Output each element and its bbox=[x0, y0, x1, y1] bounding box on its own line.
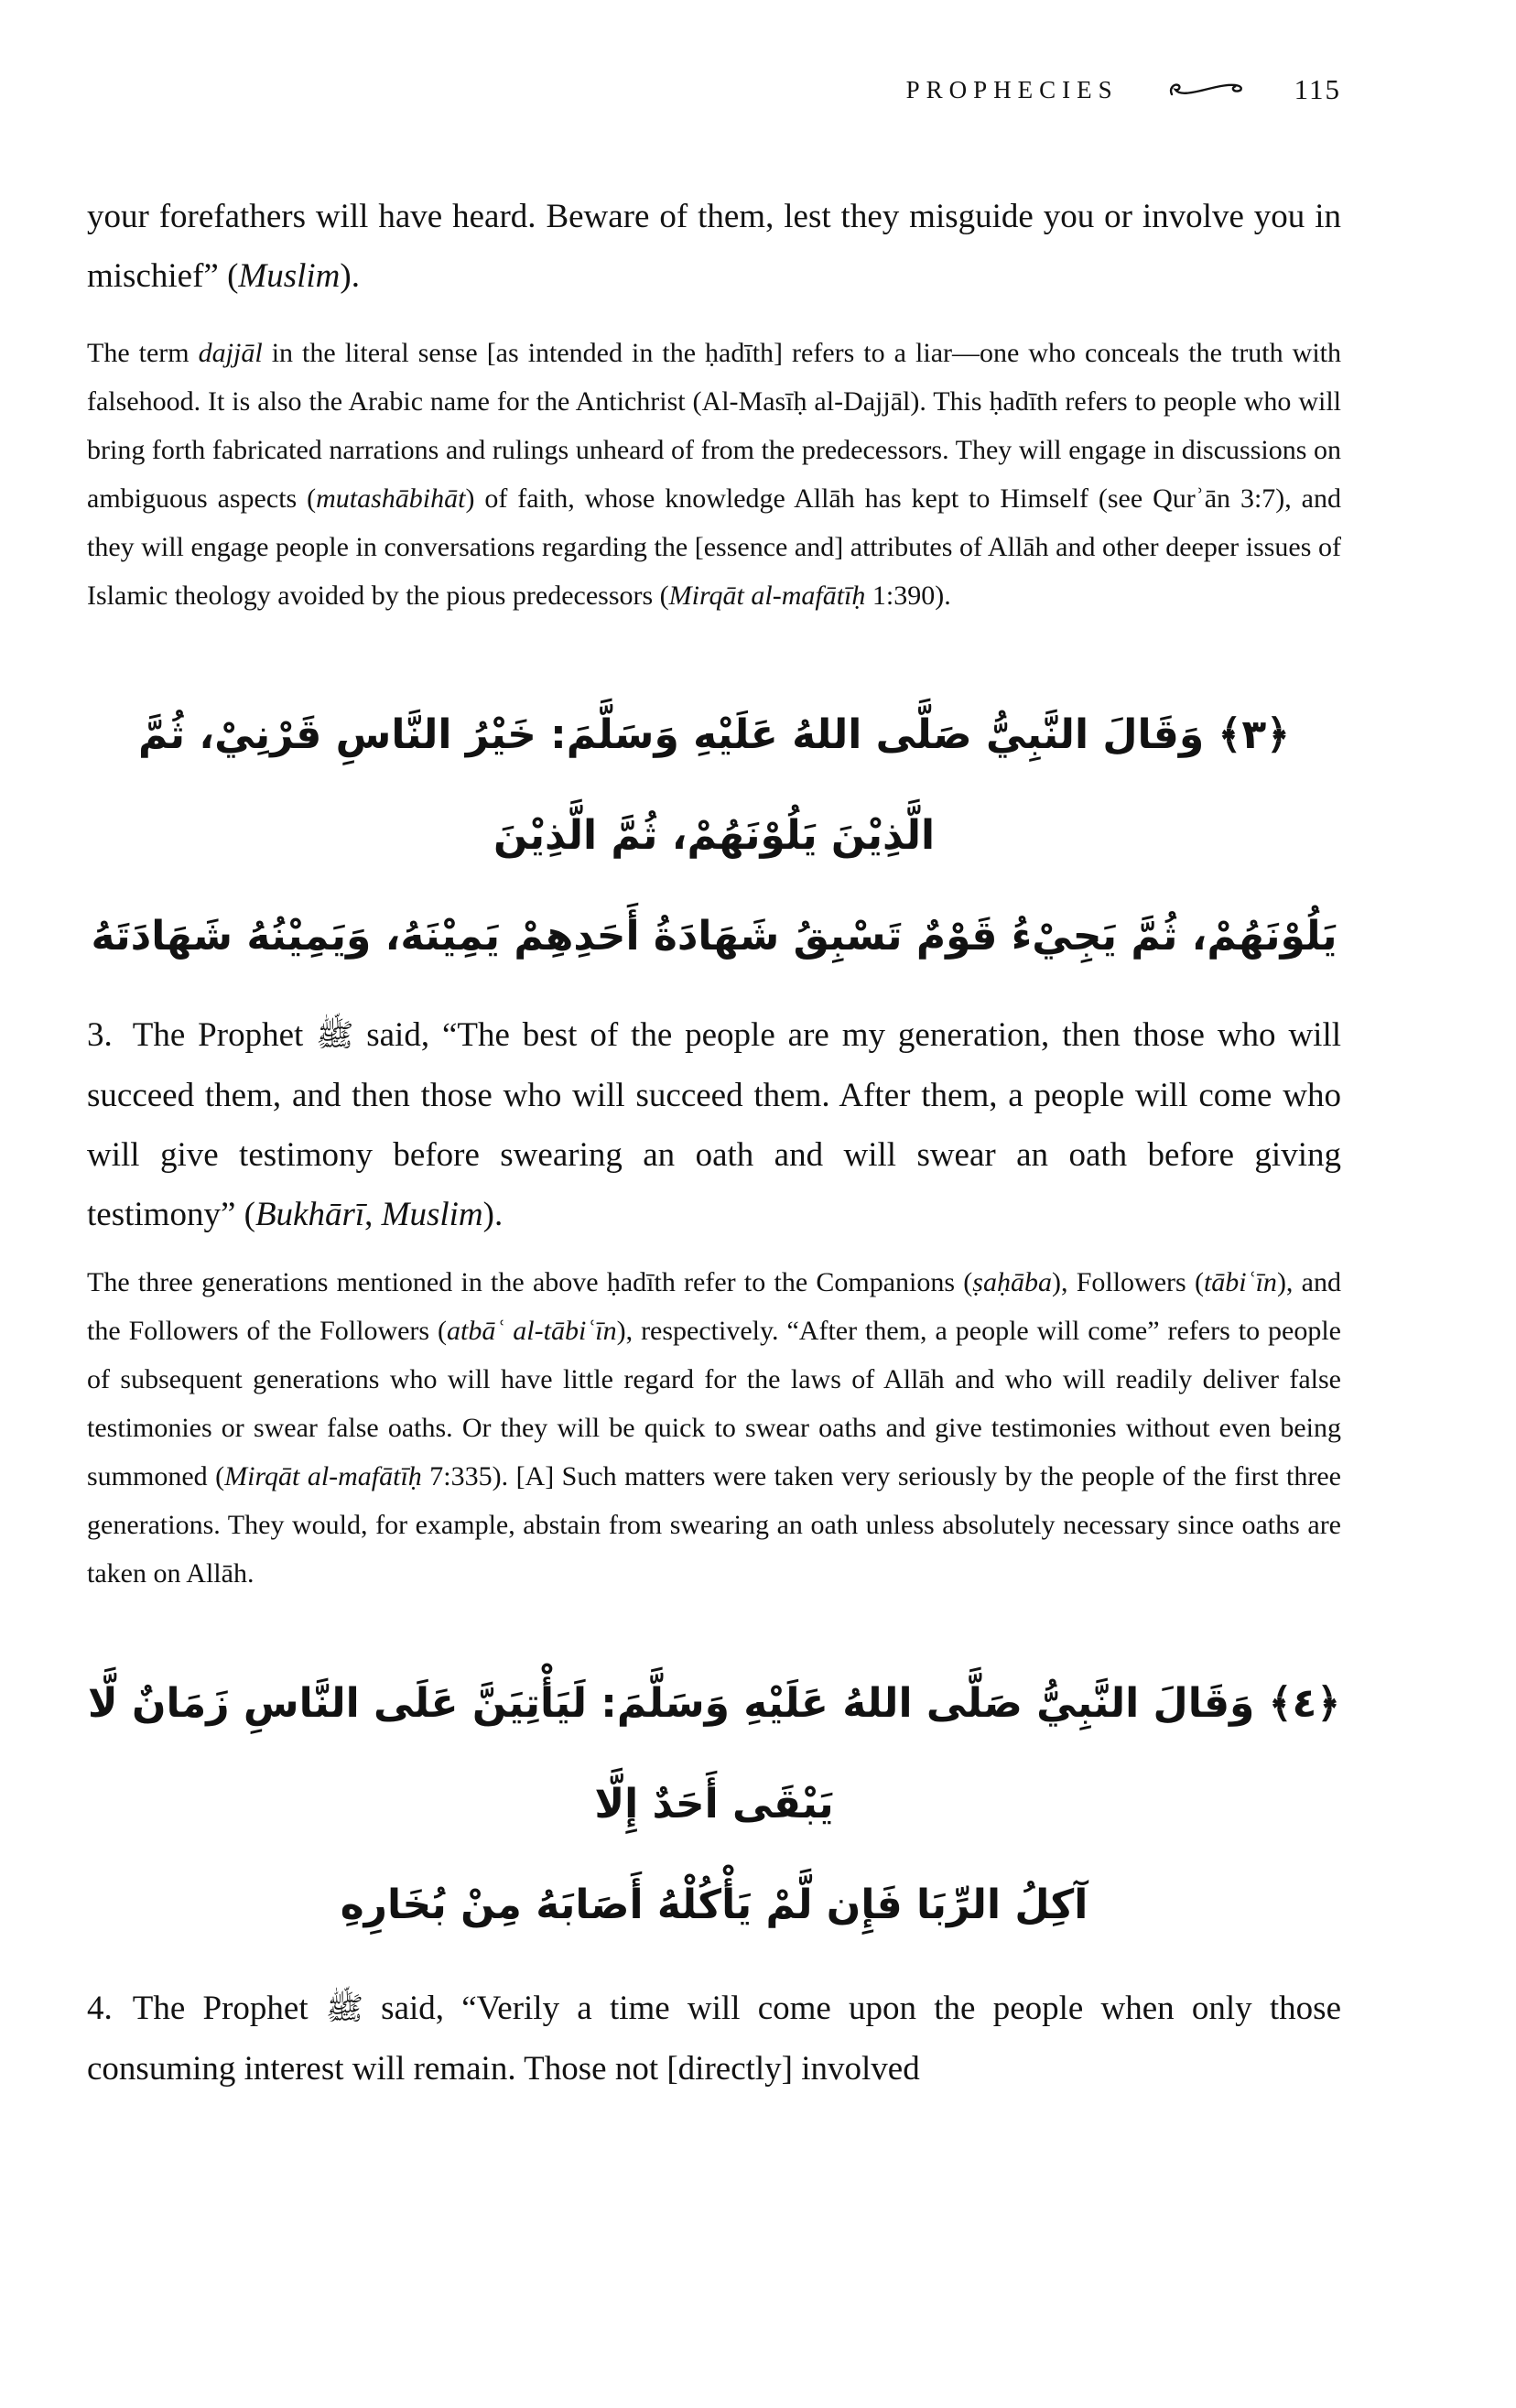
hadith-3-arabic-line-1: ﴿٣﴾ وَقَالَ النَّبِيُّ صَلَّى اللهُ عَلَيْهِ وَسَلَّمَ: خَيْرُ النَّاسِ قَرْنِيْ، ثُمَّ الَّذِيْنَ يَلُوْنَهُمْ، ثُمَّ الَّذِيْنَ bbox=[138, 711, 1290, 859]
hadith-4-arabic bbox=[87, 1654, 1341, 1956]
page-number: 115 bbox=[1294, 73, 1341, 105]
intro-paragraph: your forefathers will have heard. Beware of them, lest they misguide you or involve you in mischief” (Muslim). bbox=[87, 198, 1341, 295]
header-swash-icon bbox=[1166, 78, 1247, 102]
commentary-paragraph-2: The three generations mentioned in the above ḥadīth refer to the Companions (ṣaḥāba), Followers (tābiʿīn), and the Followers of the Followers (atbāʿ al-tābiʿīn), respectively. “After them, a people will come” refers to people of subsequent generations who will have little regard for the laws of Allāh and who will readily deliver false testimonies or swear false oaths. Or they will be quick to swear oaths and give testimonies without even being summoned (Mirqāt al-mafātīḥ 7:335). [A] Such matters were taken very seriously by the people of the first three generations. They would, for example, abstain from swearing an oath unless absolutely necessary since oaths are taken on Allāh. bbox=[87, 1267, 1341, 1589]
commentary-paragraph-1: The term dajjāl in the literal sense [as intended in the ḥadīth] refers to a liar—one who conceals the truth with falsehood. It is also the Arabic name for the Antichrist (Al-Masīḥ al-Dajjāl). This ḥadīth refers to people who will bring forth fabricated narrations and rulings unheard of from the predecessors. They will engage in discussions on ambiguous aspects (mutashābihāt) of faith, whose knowledge Allāh has kept to Himself (see Qurʾān 3:7), and they will engage people in conversations regarding the [essence and] attributes of Allāh and other deeper issues of Islamic theology avoided by the pious predecessors (Mirqāt al-mafātīḥ 1:390). bbox=[87, 338, 1341, 611]
hadith-4-translation: 4. The Prophet ﷺ said, “Verily a time will come upon the people when only those consuming interest will remain. Those not [directly] involved bbox=[87, 1990, 1342, 2088]
hadith-3-arabic-line-2: يَلُوْنَهُمْ، ثُمَّ يَجِيْءُ قَوْمٌ تَسْبِقُ شَهَادَةُ أَحَدِهِمْ يَمِيْنَهُ، وَيَمِيْنُهُ شَهَادَتَهُ bbox=[91, 913, 1337, 960]
hadith-4-arabic-line-1: ﴿٤﴾ وَقَالَ النَّبِيُّ صَلَّى اللهُ عَلَيْهِ وَسَلَّمَ: لَيَأْتِيَنَّ عَلَى النَّاسِ زَمَانٌ لَّا يَبْقَى أَحَدٌ إِلَّا bbox=[87, 1680, 1341, 1828]
chapter-title: PROPHECIES bbox=[905, 75, 1119, 103]
hadith-3-translation: 3. The Prophet ﷺ said, “The best of the people are my generation, then those who will succeed them, and then those who will succeed them. After them, a people will come who will give testimony before swearing an oath and will swear an oath before giving testimony” (Bukhārī, Muslim). bbox=[87, 1016, 1341, 1233]
hadith-3-arabic bbox=[87, 685, 1341, 987]
page-header bbox=[87, 71, 1341, 108]
hadith-4-arabic-line-2: آكِلُ الرِّبَا فَإِن لَّمْ يَأْكُلْهُ أَصَابَهُ مِنْ بُخَارِهِ bbox=[340, 1882, 1088, 1928]
